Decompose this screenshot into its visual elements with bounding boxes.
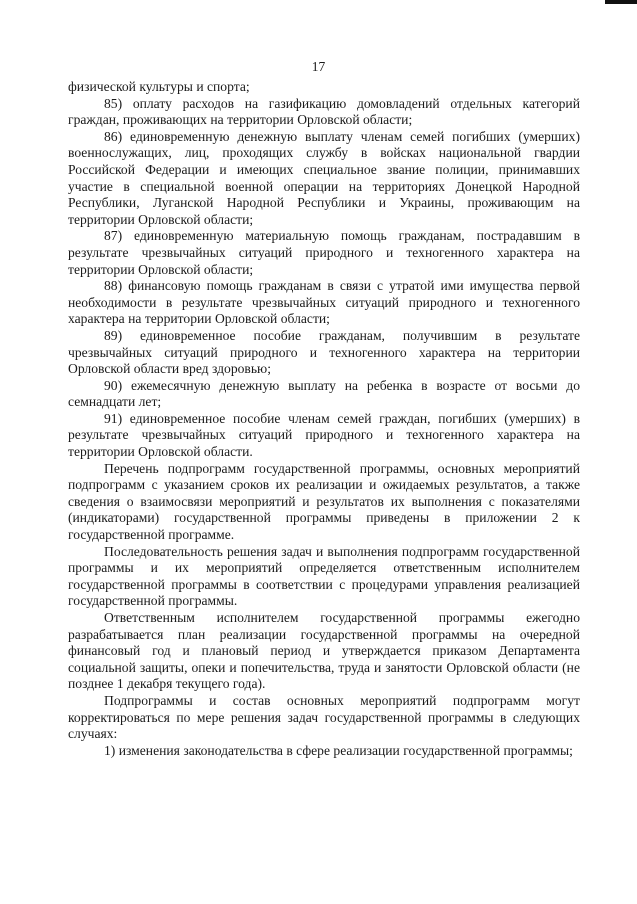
paragraph-item-89: 89) единовременное пособие гражданам, получившим в результате чрезвычайных ситуаций природного и техногенного характера на территории Орловской области вред здоровью; — [68, 327, 580, 377]
paragraph-item-91: 91) единовременное пособие членам семей граждан, погибших (умерших) в результате чрезвычайных ситуаций природного и техногенного характера на территории Орловской области. — [68, 410, 580, 460]
paragraph-item-90: 90) ежемесячную денежную выплату на ребенка в возрасте от восьми до семнадцати лет; — [68, 377, 580, 410]
paragraph-annual-plan: Ответственным исполнителем государственной программы ежегодно разрабатывается план реализации государственной программы на очередной финансовый год и плановый период и утверждается приказом Департамента социальной защиты, опеки и попечительства, труда и занятости Орловской области (не позднее 1 декабря текущего года). — [68, 610, 580, 692]
paragraph-subprogram-list: Перечень подпрограмм государственной программы, основных мероприятий подпрограмм с указанием сроков их реализации и ожидаемых результатов, а также сведения о взаимосвязи мероприятий и результатов их выполнения с показателями (индикаторами) государственной программы приведены в приложении 2 к государственной программе. — [68, 460, 580, 543]
paragraph-case-1: 1) изменения законодательства в сфере реализации государственной программы; — [104, 742, 573, 758]
scan-corner-mark — [605, 0, 637, 4]
paragraph-sequence: Последовательность решения задач и выполнения подпрограмм государственной программы и их мероприятий определяется ответственным исполнителем государственной программы в соответствии с процедурами управления реализацией государственной программы. — [68, 543, 580, 609]
paragraph-continuation: физической культуры и спорта; — [68, 79, 250, 94]
page-number: 17 — [311, 59, 326, 74]
paragraph-item-85: 85) оплату расходов на газификацию домовладений отдельных категорий граждан, проживающих на территории Орловской области; — [68, 95, 580, 128]
document-body — [68, 79, 580, 759]
paragraph-item-86: 86) единовременную денежную выплату членам семей погибших (умерших) военнослужащих, лиц, проходящих службу в войсках национальной гвардии Российской Федерации и имеющих специальное звание полиции, принимавших участие в специальной военной операции на территориях Донецкой Народной Республики, Луганской Народной Республики и Украины, проживающим на территории Орловской области; — [68, 128, 580, 227]
paragraph-corrections: Подпрограммы и состав основных мероприятий подпрограмм могут корректироваться по мере решения задач государственной программы в следующих случаях: — [68, 692, 580, 742]
paragraph-item-88: 88) финансовую помощь гражданам в связи с утратой ими имущества первой необходимости в результате чрезвычайных ситуаций природного и техногенного характера на территории Орловской области; — [68, 278, 580, 327]
paragraph-item-87: 87) единовременную материальную помощь гражданам, пострадавшим в результате чрезвычайных ситуаций природного и техногенного характера на территории Орловской области; — [68, 228, 580, 277]
